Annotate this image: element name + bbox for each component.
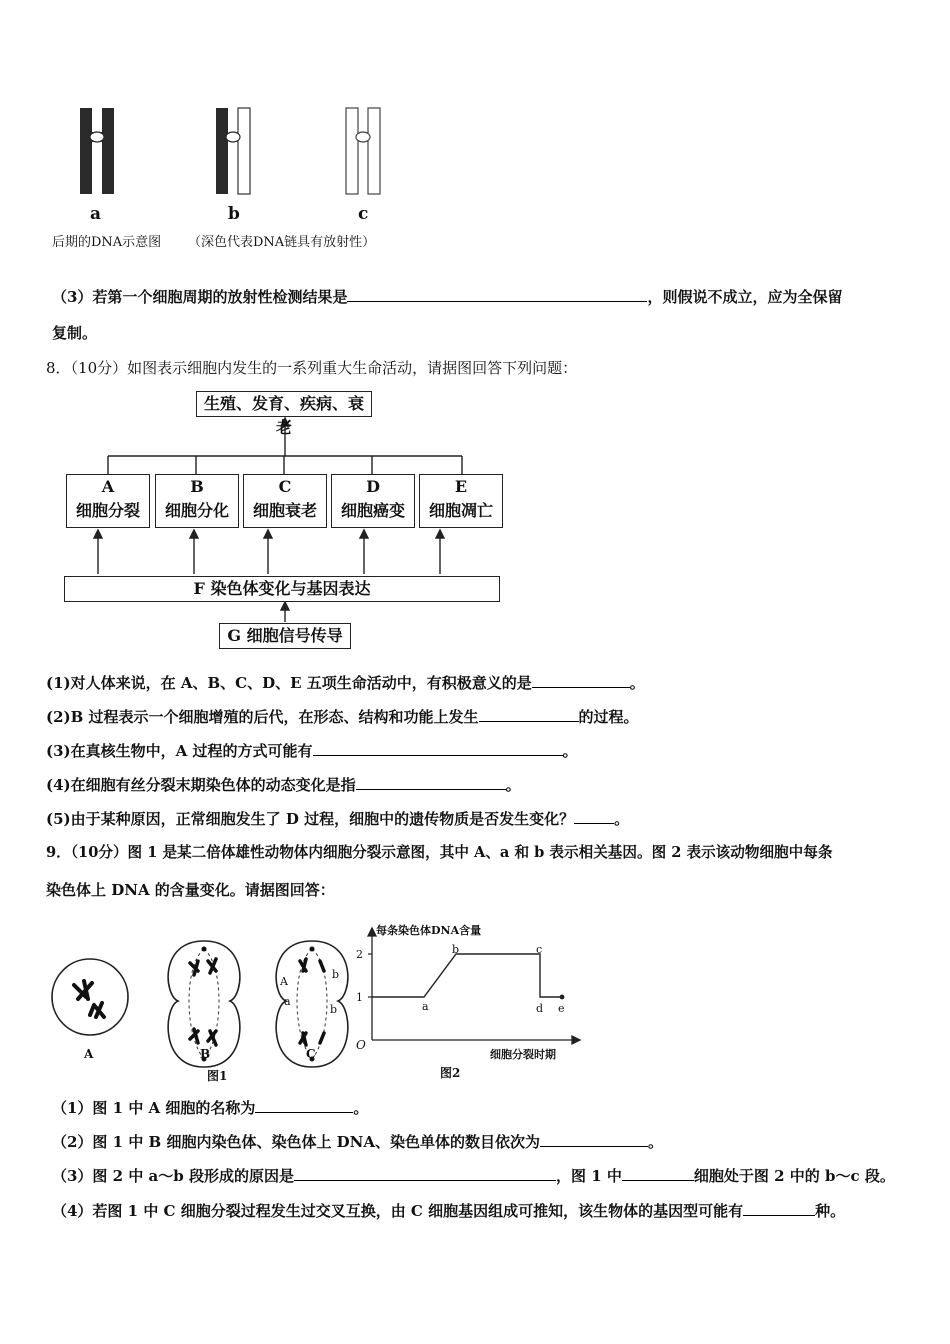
q8-q1-blank[interactable]	[532, 673, 630, 688]
q8-q1-after: 。	[629, 674, 645, 692]
fig1	[44, 935, 364, 1085]
q9-q4-before: （4）若图 1 中 C 细胞分裂过程发生过交叉互换，由 C 细胞基因组成可推知，该生物体的基因型可能有	[52, 1202, 744, 1220]
fig2-point-e: e	[558, 1002, 565, 1015]
q9-header-1: 9．（10分）图 1 是某二倍体雄性动物体内细胞分裂示意图，其中 A、a 和 b 表示相关基因。图 2 表示该动物细胞中每条	[46, 844, 833, 861]
fig1-cells-svg	[44, 935, 364, 1085]
cell-a-shape	[52, 959, 128, 1035]
flow-box-d-letter: D	[366, 477, 380, 496]
flow-top-box: 生殖、发育、疾病、衰老	[196, 391, 372, 417]
q8-q5-blank[interactable]	[574, 809, 614, 824]
fig2-origin: O	[356, 1038, 366, 1052]
q9-q3-blank-1[interactable]	[294, 1166, 556, 1181]
flow-box-d	[331, 474, 415, 528]
q9-q1-blank[interactable]	[255, 1098, 353, 1113]
q9-q4-blank[interactable]	[743, 1201, 815, 1216]
flow-box-b	[155, 474, 239, 528]
q9-q3	[52, 1166, 895, 1186]
fig1-caption: 图1	[207, 1069, 228, 1083]
fig2	[356, 922, 592, 1087]
fig2-xlabel: 细胞分裂时期	[490, 1048, 556, 1061]
q7-3-before: （3）若第一个细胞周期的放射性检测结果是	[52, 288, 348, 306]
q9-q3-after: 细胞处于图 2 中的 b～c 段。	[693, 1167, 895, 1185]
q7-3-blank[interactable]	[347, 287, 647, 302]
q8-q2-blank[interactable]	[479, 707, 579, 722]
cell-label-c: C	[306, 1047, 316, 1061]
q8-q4-blank[interactable]	[356, 775, 506, 790]
flow-box-e	[419, 474, 503, 528]
flow-box-d-name: 细胞癌变	[340, 501, 405, 520]
fig2-point-d: d	[536, 1002, 544, 1015]
q8-q2	[46, 707, 639, 727]
dna-label-a: a	[90, 204, 102, 224]
q8-q2-after: 的过程。	[578, 708, 639, 726]
q9-q3-mid: ，图 1 中	[555, 1167, 622, 1185]
dna-label-b: b	[228, 204, 240, 224]
q8-q1	[46, 673, 645, 693]
fig2-point-a: a	[422, 1000, 429, 1013]
cell-label-a: A	[84, 1047, 94, 1061]
dna-label-c: c	[358, 204, 369, 224]
cell-gene-label-3: a	[284, 995, 291, 1008]
flow-box-e-letter: E	[454, 477, 468, 496]
q8-q4-before: (4)在细胞有丝分裂末期染色体的动态变化是指	[46, 776, 356, 794]
flow-box-e-name: 细胞凋亡	[428, 501, 493, 520]
q9-q2-before: （2）图 1 中 B 细胞内染色体、染色体上 DNA、染色单体的数目依次为	[52, 1133, 541, 1151]
flow-box-c-letter: C	[278, 477, 292, 496]
q9-q2-blank[interactable]	[540, 1132, 648, 1147]
flow-box-a	[66, 474, 150, 528]
flow-box-b-letter: B	[190, 477, 204, 496]
q9-q4	[52, 1201, 845, 1221]
q9-q2-after: 。	[648, 1133, 664, 1151]
q9-q1-after: 。	[353, 1099, 369, 1117]
q8-q5	[46, 809, 629, 829]
flow-f-box: F 染色体变化与基因表达	[64, 576, 500, 602]
fig2-series-line	[372, 954, 562, 997]
flow-box-c	[243, 474, 327, 528]
fig2-ytick-1: 1	[356, 991, 363, 1004]
q7-3-line2: 复制。	[52, 324, 98, 342]
fig2-point-b: b	[452, 943, 460, 956]
q9-q1	[52, 1098, 368, 1118]
fig2-caption: 图2	[440, 1066, 461, 1080]
cell-gene-label-4: b	[330, 1003, 338, 1016]
q8-q5-after: 。	[614, 810, 630, 828]
dna-a-shape	[80, 108, 114, 194]
q8-flowchart	[60, 388, 510, 653]
q8-q1-before: (1)对人体来说，在 A、B、C、D、E 五项生命活动中，有积极意义的是	[46, 674, 532, 692]
dna-figure	[40, 100, 460, 260]
cell-gene-label-2: b	[332, 968, 340, 981]
flow-box-a-name: 细胞分裂	[75, 501, 140, 520]
q9-header-2: 染色体上 DNA 的含量变化。请据图回答：	[46, 881, 335, 899]
fig2-ylabel: 每条染色体DNA含量	[376, 924, 482, 937]
q8-q5-before: (5)由于某种原因，正常细胞发生了 D 过程，细胞中的遗传物质是否发生变化？	[46, 810, 575, 828]
q9-q1-before: （1）图 1 中 A 细胞的名称为	[52, 1099, 256, 1117]
q8-q3-blank[interactable]	[313, 741, 563, 756]
flow-g-box: G 细胞信号传导	[219, 623, 351, 649]
q8-q3-after: 。	[562, 742, 578, 760]
q8-q2-before: (2)B 过程表示一个细胞增殖的后代，在形态、结构和功能上发生	[46, 708, 479, 726]
q8-q3-before: (3)在真核生物中，A 过程的方式可能有	[46, 742, 313, 760]
fig2-axes	[368, 928, 580, 1044]
q8-q4	[46, 775, 521, 795]
flow-box-c-name: 细胞衰老	[252, 501, 317, 520]
q9-q2	[52, 1132, 663, 1152]
cell-label-b: B	[200, 1047, 211, 1061]
fig2-ytick-2: 2	[356, 948, 363, 961]
q8-header: 8．（10分）如图表示细胞内发生的一系列重大生命活动，请据图回答下列问题：	[46, 359, 578, 377]
fig2-end-point	[560, 995, 564, 999]
cell-gene-label-1: A	[280, 975, 288, 988]
fig2-ticks	[368, 954, 564, 999]
q8-q3	[46, 741, 578, 761]
flow-box-b-name: 细胞分化	[164, 501, 229, 520]
flow-box-a-letter: A	[101, 477, 115, 496]
dna-c-shape	[346, 108, 380, 194]
q9-q3-blank-2[interactable]	[622, 1166, 694, 1181]
q8-q4-after: 。	[505, 776, 521, 794]
q9-q4-after: 种。	[815, 1202, 846, 1220]
dna-caption-right: （深色代表DNA链具有放射性）	[188, 235, 376, 250]
fig2-point-c: c	[536, 943, 543, 956]
q7-3-after: ，则假说不成立，应为全保留	[647, 288, 843, 306]
dna-b-shape	[216, 108, 250, 194]
q7-3-line	[52, 287, 842, 307]
dna-caption-left: 后期的DNA示意图	[52, 235, 162, 250]
q9-q3-before: （3）图 2 中 a～b 段形成的原因是	[52, 1167, 294, 1185]
